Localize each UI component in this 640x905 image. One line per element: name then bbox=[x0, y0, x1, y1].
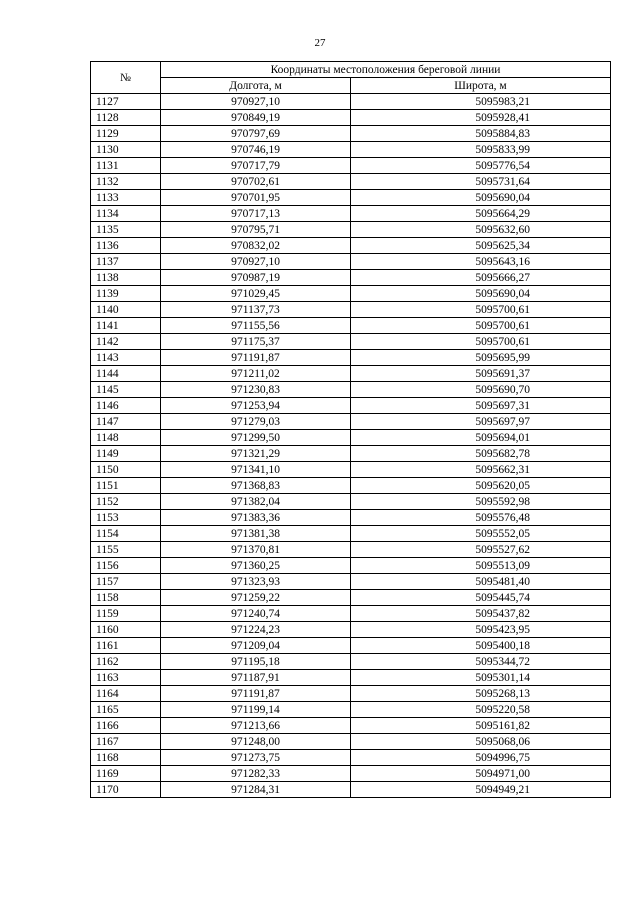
table-header-row-bottom bbox=[91, 78, 611, 94]
latitude-cell: 5095695,99 bbox=[351, 350, 611, 366]
point-number-cell: 1134 bbox=[91, 206, 161, 222]
table-row bbox=[91, 574, 611, 590]
table-row bbox=[91, 558, 611, 574]
point-number-cell: 1168 bbox=[91, 750, 161, 766]
point-number-cell: 1144 bbox=[91, 366, 161, 382]
point-number-cell: 1138 bbox=[91, 270, 161, 286]
table-row bbox=[91, 718, 611, 734]
point-number-cell: 1130 bbox=[91, 142, 161, 158]
point-number-cell: 1152 bbox=[91, 494, 161, 510]
table-row bbox=[91, 94, 611, 110]
point-number-cell: 1137 bbox=[91, 254, 161, 270]
point-number-cell: 1153 bbox=[91, 510, 161, 526]
latitude-cell: 5095513,09 bbox=[351, 558, 611, 574]
longitude-cell: 971282,33 bbox=[161, 766, 351, 782]
table-row bbox=[91, 382, 611, 398]
table-row bbox=[91, 398, 611, 414]
latitude-cell: 5095400,18 bbox=[351, 638, 611, 654]
latitude-cell: 5095643,16 bbox=[351, 254, 611, 270]
table-row bbox=[91, 254, 611, 270]
latitude-cell: 5095481,40 bbox=[351, 574, 611, 590]
table-row bbox=[91, 526, 611, 542]
latitude-cell: 5095068,06 bbox=[351, 734, 611, 750]
table-row bbox=[91, 350, 611, 366]
longitude-cell: 971199,14 bbox=[161, 702, 351, 718]
latitude-cell: 5095928,41 bbox=[351, 110, 611, 126]
point-number-cell: 1151 bbox=[91, 478, 161, 494]
point-number-cell: 1154 bbox=[91, 526, 161, 542]
longitude-cell: 971284,31 bbox=[161, 782, 351, 798]
longitude-cell: 971341,10 bbox=[161, 462, 351, 478]
point-number-cell: 1158 bbox=[91, 590, 161, 606]
point-number-cell: 1145 bbox=[91, 382, 161, 398]
point-number-cell: 1140 bbox=[91, 302, 161, 318]
point-number-cell: 1139 bbox=[91, 286, 161, 302]
table-row bbox=[91, 142, 611, 158]
point-number-cell: 1129 bbox=[91, 126, 161, 142]
latitude-cell: 5095691,37 bbox=[351, 366, 611, 382]
table-row bbox=[91, 766, 611, 782]
page-number: 27 bbox=[314, 37, 326, 49]
longitude-cell: 970717,79 bbox=[161, 158, 351, 174]
latitude-cell: 5095592,98 bbox=[351, 494, 611, 510]
latitude-cell: 5095301,14 bbox=[351, 670, 611, 686]
longitude-cell: 971175,37 bbox=[161, 334, 351, 350]
table-row bbox=[91, 782, 611, 798]
longitude-cell: 970702,61 bbox=[161, 174, 351, 190]
latitude-cell: 5095662,31 bbox=[351, 462, 611, 478]
latitude-cell: 5095625,34 bbox=[351, 238, 611, 254]
table-row bbox=[91, 670, 611, 686]
table-row bbox=[91, 542, 611, 558]
point-number-cell: 1132 bbox=[91, 174, 161, 190]
point-number-cell: 1133 bbox=[91, 190, 161, 206]
header-number: № bbox=[91, 62, 161, 94]
table-row bbox=[91, 446, 611, 462]
latitude-cell: 5095632,60 bbox=[351, 222, 611, 238]
latitude-cell: 5095690,70 bbox=[351, 382, 611, 398]
table-row bbox=[91, 286, 611, 302]
longitude-cell: 971248,00 bbox=[161, 734, 351, 750]
table-row bbox=[91, 734, 611, 750]
longitude-cell: 970795,71 bbox=[161, 222, 351, 238]
latitude-cell: 5095690,04 bbox=[351, 286, 611, 302]
longitude-cell: 970797,69 bbox=[161, 126, 351, 142]
table-row bbox=[91, 334, 611, 350]
latitude-cell: 5095983,21 bbox=[351, 94, 611, 110]
longitude-cell: 971323,93 bbox=[161, 574, 351, 590]
longitude-cell: 971273,75 bbox=[161, 750, 351, 766]
point-number-cell: 1164 bbox=[91, 686, 161, 702]
longitude-cell: 971360,25 bbox=[161, 558, 351, 574]
table-row bbox=[91, 686, 611, 702]
longitude-cell: 971195,18 bbox=[161, 654, 351, 670]
table-row bbox=[91, 750, 611, 766]
header-shoreline-coordinates: Координаты местоположения береговой линии bbox=[161, 62, 611, 78]
point-number-cell: 1147 bbox=[91, 414, 161, 430]
latitude-cell: 5095423,95 bbox=[351, 622, 611, 638]
longitude-cell: 971029,45 bbox=[161, 286, 351, 302]
latitude-cell: 5095700,61 bbox=[351, 318, 611, 334]
longitude-cell: 971382,04 bbox=[161, 494, 351, 510]
table-row bbox=[91, 462, 611, 478]
point-number-cell: 1162 bbox=[91, 654, 161, 670]
longitude-cell: 971240,74 bbox=[161, 606, 351, 622]
header-latitude: Широта, м bbox=[351, 78, 611, 94]
point-number-cell: 1150 bbox=[91, 462, 161, 478]
latitude-cell: 5094971,00 bbox=[351, 766, 611, 782]
latitude-cell: 5095682,78 bbox=[351, 446, 611, 462]
longitude-cell: 971370,81 bbox=[161, 542, 351, 558]
longitude-cell: 971279,03 bbox=[161, 414, 351, 430]
latitude-cell: 5095697,31 bbox=[351, 398, 611, 414]
point-number-cell: 1157 bbox=[91, 574, 161, 590]
longitude-cell: 970849,19 bbox=[161, 110, 351, 126]
latitude-cell: 5095161,82 bbox=[351, 718, 611, 734]
latitude-cell: 5095576,48 bbox=[351, 510, 611, 526]
table-row bbox=[91, 126, 611, 142]
latitude-cell: 5095700,61 bbox=[351, 302, 611, 318]
table-row bbox=[91, 654, 611, 670]
table-row bbox=[91, 318, 611, 334]
table-row bbox=[91, 190, 611, 206]
latitude-cell: 5095220,58 bbox=[351, 702, 611, 718]
table-row bbox=[91, 414, 611, 430]
table-row bbox=[91, 222, 611, 238]
point-number-cell: 1167 bbox=[91, 734, 161, 750]
longitude-cell: 970832,02 bbox=[161, 238, 351, 254]
latitude-cell: 5094996,75 bbox=[351, 750, 611, 766]
point-number-cell: 1127 bbox=[91, 94, 161, 110]
point-number-cell: 1135 bbox=[91, 222, 161, 238]
latitude-cell: 5095833,99 bbox=[351, 142, 611, 158]
longitude-cell: 971187,91 bbox=[161, 670, 351, 686]
longitude-cell: 971259,22 bbox=[161, 590, 351, 606]
point-number-cell: 1131 bbox=[91, 158, 161, 174]
table-row bbox=[91, 302, 611, 318]
longitude-cell: 971299,50 bbox=[161, 430, 351, 446]
table-header bbox=[91, 62, 611, 94]
point-number-cell: 1161 bbox=[91, 638, 161, 654]
latitude-cell: 5095697,97 bbox=[351, 414, 611, 430]
longitude-cell: 971321,29 bbox=[161, 446, 351, 462]
point-number-cell: 1163 bbox=[91, 670, 161, 686]
longitude-cell: 970746,19 bbox=[161, 142, 351, 158]
table-row bbox=[91, 206, 611, 222]
table-row bbox=[91, 702, 611, 718]
latitude-cell: 5095690,04 bbox=[351, 190, 611, 206]
longitude-cell: 971191,87 bbox=[161, 350, 351, 366]
longitude-cell: 971213,66 bbox=[161, 718, 351, 734]
table-row bbox=[91, 270, 611, 286]
latitude-cell: 5095437,82 bbox=[351, 606, 611, 622]
header-longitude: Долгота, м bbox=[161, 78, 351, 94]
latitude-cell: 5095884,83 bbox=[351, 126, 611, 142]
point-number-cell: 1136 bbox=[91, 238, 161, 254]
latitude-cell: 5095700,61 bbox=[351, 334, 611, 350]
longitude-cell: 970927,10 bbox=[161, 94, 351, 110]
point-number-cell: 1170 bbox=[91, 782, 161, 798]
table-row bbox=[91, 174, 611, 190]
latitude-cell: 5095694,01 bbox=[351, 430, 611, 446]
longitude-cell: 971383,36 bbox=[161, 510, 351, 526]
latitude-cell: 5095268,13 bbox=[351, 686, 611, 702]
point-number-cell: 1155 bbox=[91, 542, 161, 558]
table-header-row-top bbox=[91, 62, 611, 78]
longitude-cell: 970701,95 bbox=[161, 190, 351, 206]
point-number-cell: 1159 bbox=[91, 606, 161, 622]
longitude-cell: 971230,83 bbox=[161, 382, 351, 398]
longitude-cell: 971155,56 bbox=[161, 318, 351, 334]
table-row bbox=[91, 590, 611, 606]
table-row bbox=[91, 238, 611, 254]
coordinates-table bbox=[90, 61, 611, 798]
longitude-cell: 971137,73 bbox=[161, 302, 351, 318]
point-number-cell: 1165 bbox=[91, 702, 161, 718]
latitude-cell: 5095666,27 bbox=[351, 270, 611, 286]
point-number-cell: 1142 bbox=[91, 334, 161, 350]
latitude-cell: 5095664,29 bbox=[351, 206, 611, 222]
table-row bbox=[91, 622, 611, 638]
table-row bbox=[91, 478, 611, 494]
point-number-cell: 1141 bbox=[91, 318, 161, 334]
point-number-cell: 1148 bbox=[91, 430, 161, 446]
latitude-cell: 5095776,54 bbox=[351, 158, 611, 174]
table-row bbox=[91, 366, 611, 382]
table-row bbox=[91, 110, 611, 126]
table-row bbox=[91, 158, 611, 174]
longitude-cell: 971368,83 bbox=[161, 478, 351, 494]
latitude-cell: 5095344,72 bbox=[351, 654, 611, 670]
point-number-cell: 1143 bbox=[91, 350, 161, 366]
table-body bbox=[91, 94, 611, 798]
longitude-cell: 971209,04 bbox=[161, 638, 351, 654]
longitude-cell: 970987,19 bbox=[161, 270, 351, 286]
latitude-cell: 5095620,05 bbox=[351, 478, 611, 494]
point-number-cell: 1128 bbox=[91, 110, 161, 126]
longitude-cell: 971224,23 bbox=[161, 622, 351, 638]
point-number-cell: 1169 bbox=[91, 766, 161, 782]
table-row bbox=[91, 606, 611, 622]
latitude-cell: 5095445,74 bbox=[351, 590, 611, 606]
table-row bbox=[91, 510, 611, 526]
longitude-cell: 971211,02 bbox=[161, 366, 351, 382]
point-number-cell: 1146 bbox=[91, 398, 161, 414]
point-number-cell: 1149 bbox=[91, 446, 161, 462]
longitude-cell: 971253,94 bbox=[161, 398, 351, 414]
point-number-cell: 1160 bbox=[91, 622, 161, 638]
longitude-cell: 970927,10 bbox=[161, 254, 351, 270]
latitude-cell: 5095731,64 bbox=[351, 174, 611, 190]
table-row bbox=[91, 638, 611, 654]
table-row bbox=[91, 430, 611, 446]
longitude-cell: 971191,87 bbox=[161, 686, 351, 702]
point-number-cell: 1156 bbox=[91, 558, 161, 574]
point-number-cell: 1166 bbox=[91, 718, 161, 734]
longitude-cell: 970717,13 bbox=[161, 206, 351, 222]
latitude-cell: 5094949,21 bbox=[351, 782, 611, 798]
latitude-cell: 5095552,05 bbox=[351, 526, 611, 542]
latitude-cell: 5095527,62 bbox=[351, 542, 611, 558]
longitude-cell: 971381,38 bbox=[161, 526, 351, 542]
table-row bbox=[91, 494, 611, 510]
